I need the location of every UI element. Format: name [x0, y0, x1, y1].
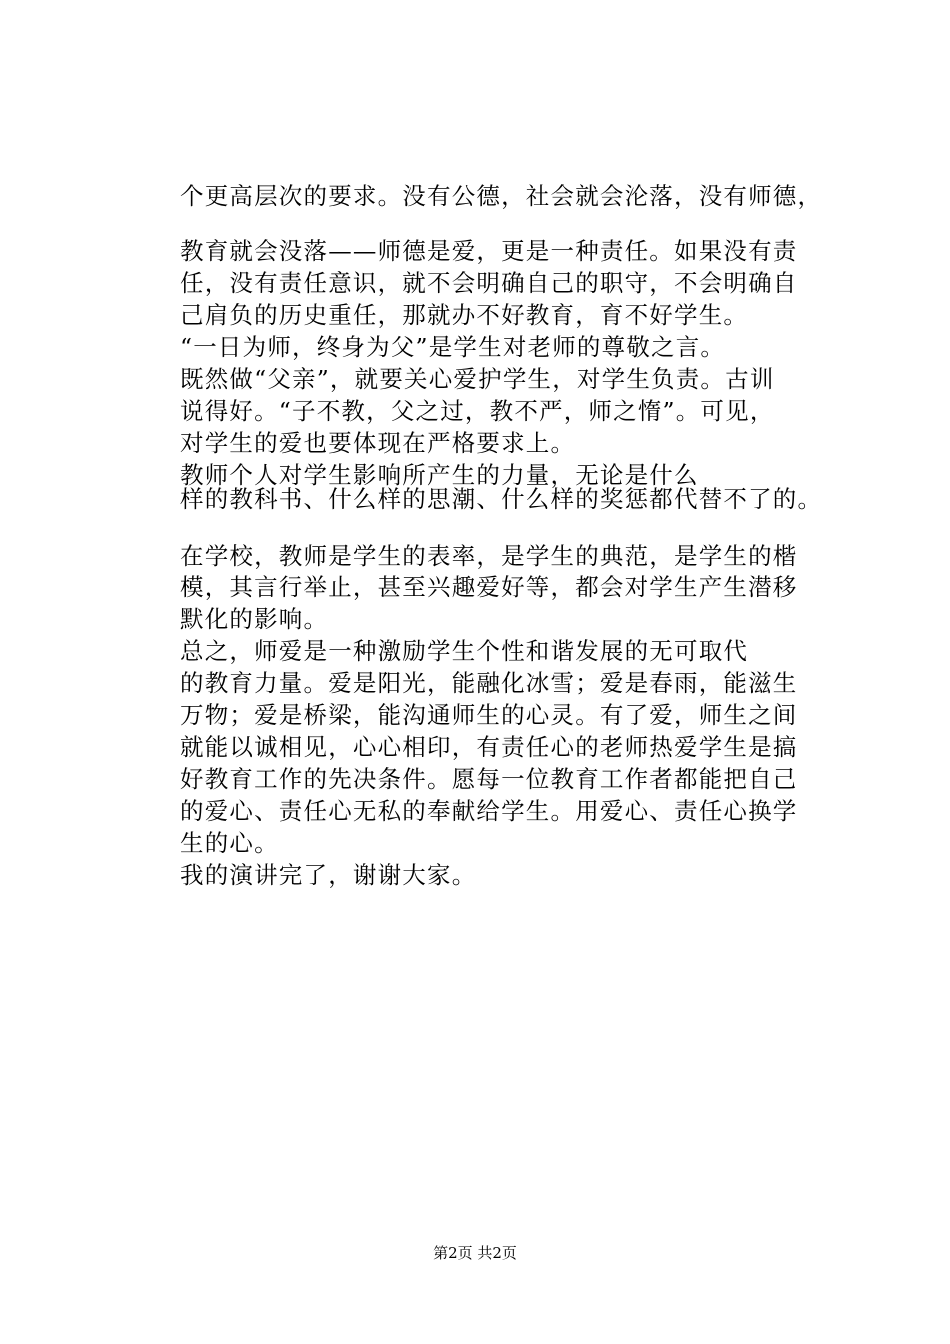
- text-line: 教师个人对学生影响所产生的力量，无论是什么: [180, 461, 699, 489]
- text-line: 生的心。: [180, 829, 279, 857]
- text-line: 总之，师爱是一种激励学生个性和谐发展的无可取代: [180, 637, 749, 665]
- text-line: 说得好。“子不教，父之过，教不严，师之惰”。可见，: [180, 397, 775, 425]
- text-line: 我的演讲完了，谢谢大家。: [180, 861, 477, 889]
- text-line: 教育就会没落——师德是爱，更是一种责任。如果没有责: [180, 237, 798, 265]
- text-line: “一日为师，终身为父”是学生对老师的尊敬之言。: [180, 333, 726, 361]
- text-line: 万物；爱是桥梁，能沟通师生的心灵。有了爱，师生之间: [180, 701, 798, 729]
- text-line: 对学生的爱也要体现在严格要求上。: [180, 429, 576, 457]
- text-line: 任，没有责任意识，就不会明确自己的职守，不会明确自: [180, 269, 798, 297]
- text-line: 就能以诚相见，心心相印，有责任心的老师热爱学生是搞: [180, 733, 798, 761]
- text-line: 的教育力量。爱是阳光，能融化冰雪；爱是春雨，能滋生: [180, 669, 798, 697]
- text-line: 默化的影响。: [180, 605, 329, 633]
- text-line: 个更高层次的要求。没有公德，社会就会沦落，没有师德，: [180, 182, 823, 210]
- text-line: 模，其言行举止，甚至兴趣爱好等，都会对学生产生潜移: [180, 573, 798, 601]
- text-line: 既然做“父亲”，就要关心爱护学生，对学生负责。古训: [180, 365, 775, 393]
- text-line: 己肩负的历史重任，那就办不好教育，育不好学生。: [180, 301, 749, 329]
- text-line: 样的教科书、什么样的思潮、什么样的奖惩都代替不了的。: [180, 485, 823, 513]
- text-line: 好教育工作的先决条件。愿每一位教育工作者都能把自己: [180, 765, 798, 793]
- text-line: 的爱心、责任心无私的奉献给学生。用爱心、责任心换学: [180, 797, 798, 825]
- text-line: 在学校，教师是学生的表率，是学生的典范，是学生的楷: [180, 542, 798, 570]
- page-number: 第2页 共2页: [433, 1244, 517, 1262]
